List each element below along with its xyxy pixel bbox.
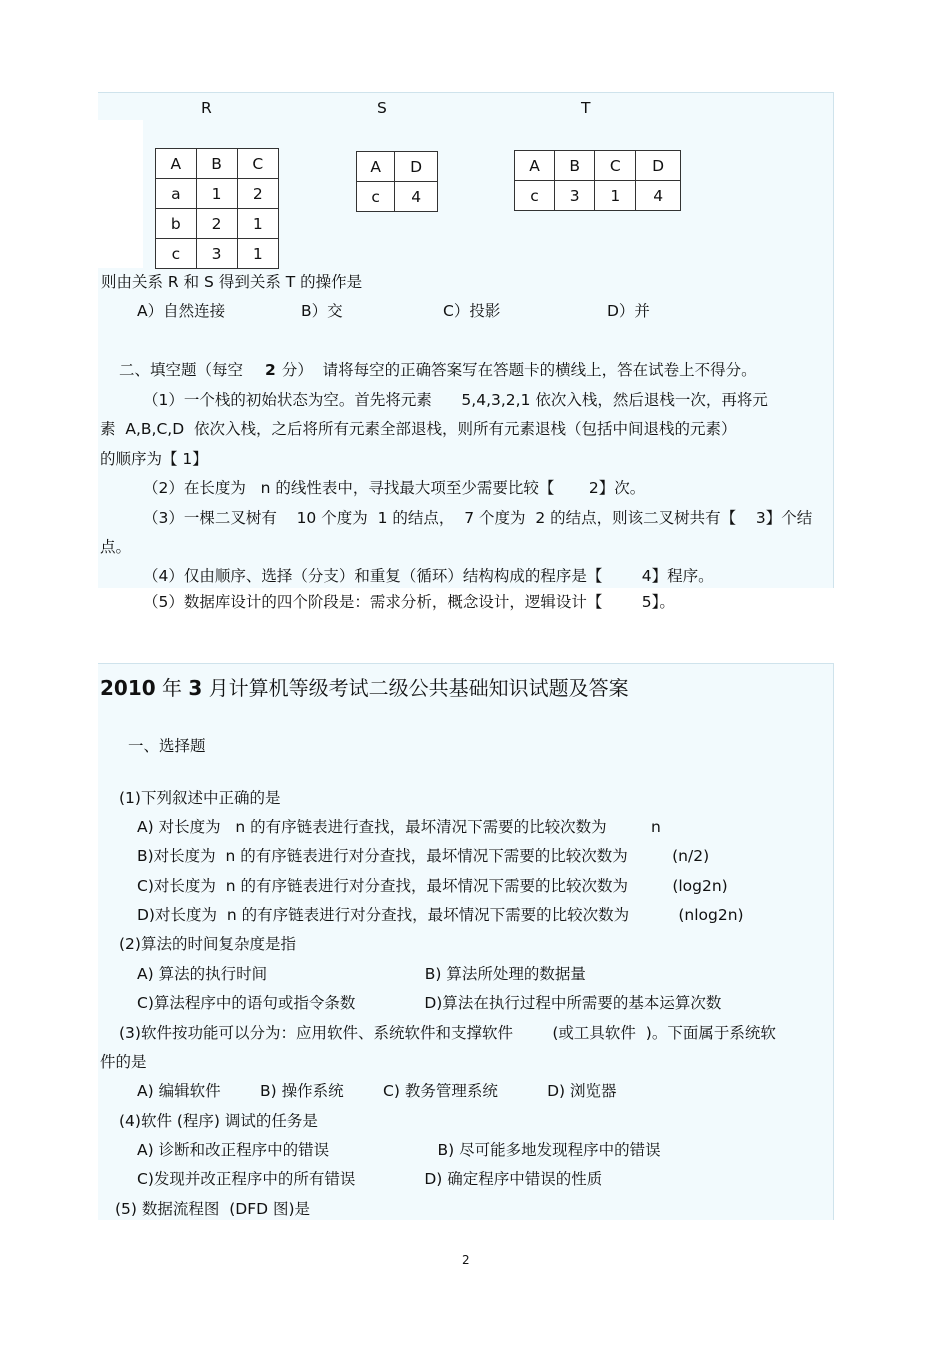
table-cell: a [156, 179, 197, 209]
table-header-row [515, 151, 681, 181]
table-cell: 1 [237, 209, 278, 239]
option-c: C）投影 [443, 302, 501, 320]
column-header: C [595, 151, 636, 181]
question-intro: 则由关系 R 和 S 得到关系 T 的操作是 [101, 273, 363, 291]
choice-q1-option-d: D)对长度为 n 的有序链表进行对分查找，最坏情况下需要的比较次数为 (nlog2n) [137, 906, 744, 924]
title-rest: 月计算机等级考试二级公共基础知识试题及答案 [202, 676, 629, 700]
table-cell: 2 [196, 209, 237, 239]
fill-q3-line2: 点。 [100, 538, 132, 556]
fill-q5: （5）数据库设计的四个阶段是：需求分析，概念设计，逻辑设计【 5】。 [143, 593, 675, 611]
relation-label-s: S [377, 99, 387, 117]
table-cell: 4 [395, 182, 438, 212]
column-header: A [357, 152, 395, 182]
choice-q2-options-cd: C)算法程序中的语句或指令条数 D)算法在执行过程中所需要的基本运算次数 [137, 994, 722, 1012]
column-header: C [237, 149, 278, 179]
choice-q4-options-ab: A) 诊断和改正程序中的错误 B) 尽可能多地发现程序中的错误 [137, 1141, 661, 1159]
tint-border [98, 663, 834, 664]
column-header: B [555, 151, 595, 181]
exam-title [100, 676, 629, 700]
fill-q1-line3: 的顺序为【 1】 [100, 450, 208, 468]
table-row [515, 181, 681, 211]
title-year: 2010 [100, 676, 156, 700]
column-header: A [515, 151, 555, 181]
choice-q4-options-cd: C)发现并改正程序中的所有错误 D) 确定程序中错误的性质 [137, 1170, 603, 1188]
table-row [357, 182, 438, 212]
choice-q3-line2: 件的是 [100, 1053, 147, 1071]
title-month: 3 [188, 676, 203, 700]
choice-q3-line1: (3)软件按功能可以分为：应用软件、系统软件和支撑软件 (或工具软件 )。下面属于系统软 [119, 1024, 776, 1042]
fill-q1-line1: （1）一个栈的初始状态为空。首先将元素 5,4,3,2,1 依次入栈，然后退栈一次，再将元 [143, 391, 768, 409]
relation-label-r: R [201, 99, 212, 117]
table-cell: c [156, 239, 197, 269]
table-cell: 1 [237, 239, 278, 269]
option-a: A）自然连接 [137, 302, 226, 320]
fill-q4: （4）仅由顺序、选择（分支）和重复（循环）结构构成的程序是【 4】程序。 [143, 567, 714, 585]
tint-border [833, 92, 834, 588]
choice-q2: (2)算法的时间复杂度是指 [119, 935, 296, 953]
table-cell: c [515, 181, 555, 211]
heading-score: 2 [265, 361, 276, 379]
choice-q4: (4)软件 (程序) 调试的任务是 [119, 1112, 318, 1130]
choice-section-heading: 一、选择题 [128, 737, 206, 755]
option-b: B）交 [301, 302, 343, 320]
table-cell: 2 [237, 179, 278, 209]
column-header: D [395, 152, 438, 182]
column-header: A [156, 149, 197, 179]
fill-q1-line2: 素 A,B,C,D 依次入栈，之后将所有元素全部退栈，则所有元素退栈（包括中间退栈的元素） [100, 420, 737, 438]
relation-label-t: T [581, 99, 591, 117]
tint-border [98, 92, 834, 93]
title-part: 年 [155, 676, 189, 700]
relation-r-table [155, 148, 279, 269]
choice-q1-option-a: A) 对长度为 n 的有序链表进行查找，最坏清况下需要的比较次数为 n [137, 818, 661, 836]
option-d: D）并 [607, 302, 650, 320]
page-number: 2 [462, 1253, 470, 1267]
choice-q3-options: A) 编辑软件 B) 操作系统 C) 教务管理系统 D) 浏览器 [137, 1082, 617, 1100]
choice-q1: (1)下列叙述中正确的是 [119, 789, 281, 807]
table-cell: 1 [595, 181, 636, 211]
choice-q1-option-c: C)对长度为 n 的有序链表进行对分查找，最坏情况下需要的比较次数为 (log2n) [137, 877, 728, 895]
table-header-row [357, 152, 438, 182]
heading-prefix: 二、填空题（每空 [119, 361, 244, 379]
table-row [156, 239, 279, 269]
table-header-row [156, 149, 279, 179]
choice-q2-options-ab: A) 算法的执行时间 B) 算法所处理的数据量 [137, 965, 586, 983]
table-cell: 3 [555, 181, 595, 211]
fill-q2: （2）在长度为 n 的线性表中，寻找最大项至少需要比较【 2】次。 [143, 479, 646, 497]
choice-q1-option-b: B)对长度为 n 的有序链表进行对分查找，最坏情况下需要的比较次数为 (n/2) [137, 847, 710, 865]
relation-s-table [356, 151, 438, 212]
column-header: D [636, 151, 681, 181]
table-cell: 4 [636, 181, 681, 211]
relation-t-table [514, 150, 681, 211]
column-header: B [196, 149, 237, 179]
table-cell: c [357, 182, 395, 212]
fill-section-heading [119, 361, 757, 380]
tint-border [833, 663, 834, 1220]
table-cell: 1 [196, 179, 237, 209]
table-cell: 3 [196, 239, 237, 269]
table-row [156, 209, 279, 239]
choice-q5: (5) 数据流程图 (DFD 图)是 [115, 1200, 311, 1218]
table-row [156, 179, 279, 209]
table-cell: b [156, 209, 197, 239]
fill-q3-line1: （3）一棵二叉树有 10 个度为 1 的结点， 7 个度为 2 的结点，则该二叉树共有【 3】个结 [143, 509, 813, 527]
heading-suffix: 分） 请将每空的正确答案写在答题卡的横线上，答在试卷上不得分。 [281, 361, 757, 379]
